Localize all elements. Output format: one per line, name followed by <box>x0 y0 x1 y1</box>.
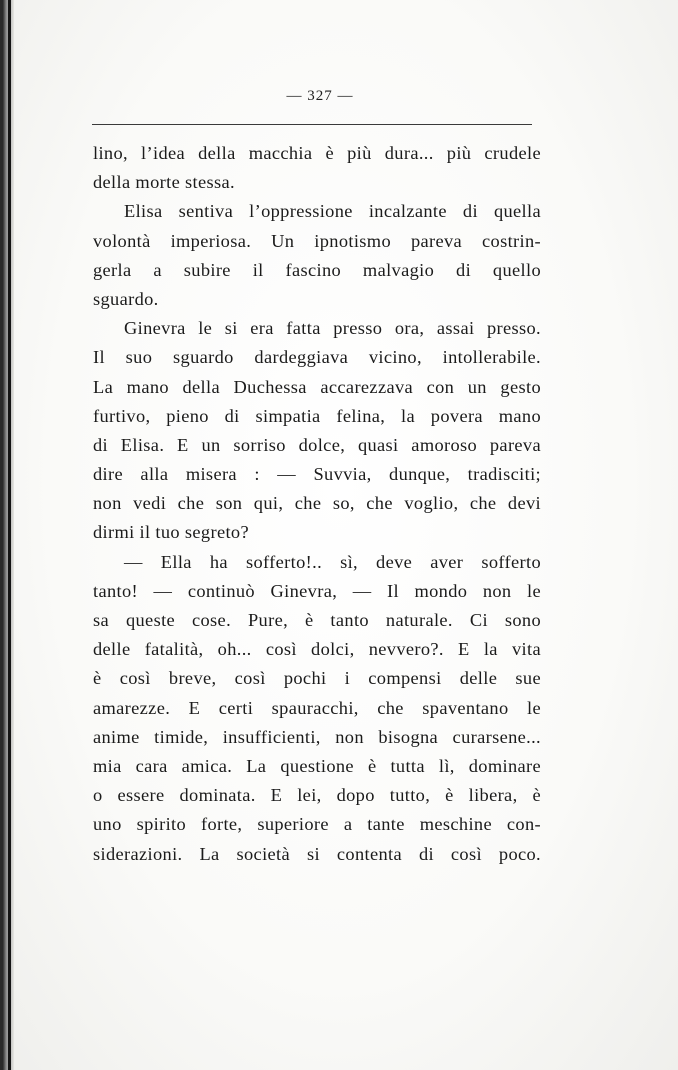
text-line: uno spirito forte, superiore a tante meschine con- <box>93 814 541 835</box>
text-line: gerla a subire il fascino malvagio di quello <box>93 259 541 280</box>
text-line: siderazioni. La società si contenta di così poco. <box>93 843 541 864</box>
text-line: Il suo sguardo dardeggiava vicino, intollerabile. <box>93 347 541 368</box>
body-text <box>93 139 541 869</box>
text-line: non vedi che son qui, che so, che voglio, che devi <box>93 493 541 514</box>
text-line: furtivo, pieno di simpatia felina, la povera mano <box>93 405 541 426</box>
text-line: tanto! — continuò Ginevra, — Il mondo non le <box>93 580 541 601</box>
header-rule <box>92 124 532 125</box>
text-line: di Elisa. E un sorriso dolce, quasi amoroso pareva <box>93 434 541 455</box>
text-line: mia cara amica. La questione è tutta lì, dominare <box>93 755 541 776</box>
text-line: La mano della Duchessa accarezzava con un gesto <box>93 376 541 397</box>
binding-shadow-line <box>8 0 11 1070</box>
page-number: — 327 — <box>286 88 354 104</box>
text-line: amarezze. E certi spauracchi, che spaventano le <box>93 697 541 718</box>
text-line: volontà imperiosa. Un ipnotismo pareva costrin- <box>93 230 541 251</box>
text-line: delle fatalità, oh... così dolci, nevvero?. E la vita <box>93 639 541 660</box>
page-binding-edge <box>0 0 14 1070</box>
text-line: lino, l’idea della macchia è più dura... più crudele <box>93 143 541 163</box>
text-line: è così breve, così pochi i compensi delle sue <box>93 668 541 689</box>
text-line: dirmi il tuo segreto? <box>93 522 249 543</box>
text-line: Ginevra le si era fatta presso ora, assai presso. <box>124 318 541 339</box>
text-line: sguardo. <box>93 288 159 309</box>
text-line: — Ella ha sofferto!.. sì, deve aver sofferto <box>124 551 541 572</box>
text-line: anime timide, insufficienti, non bisogna curarsene... <box>93 726 541 747</box>
text-line: sa queste cose. Pure, è tanto naturale. Ci sono <box>93 610 541 630</box>
text-line: o essere dominata. E lei, dopo tutto, è libera, è <box>93 785 541 806</box>
text-line: Elisa sentiva l’oppressione incalzante di quella <box>124 201 541 222</box>
text-line: dire alla misera : — Suvvia, dunque, tradisciti; <box>93 464 541 485</box>
text-line: della morte stessa. <box>93 172 235 193</box>
